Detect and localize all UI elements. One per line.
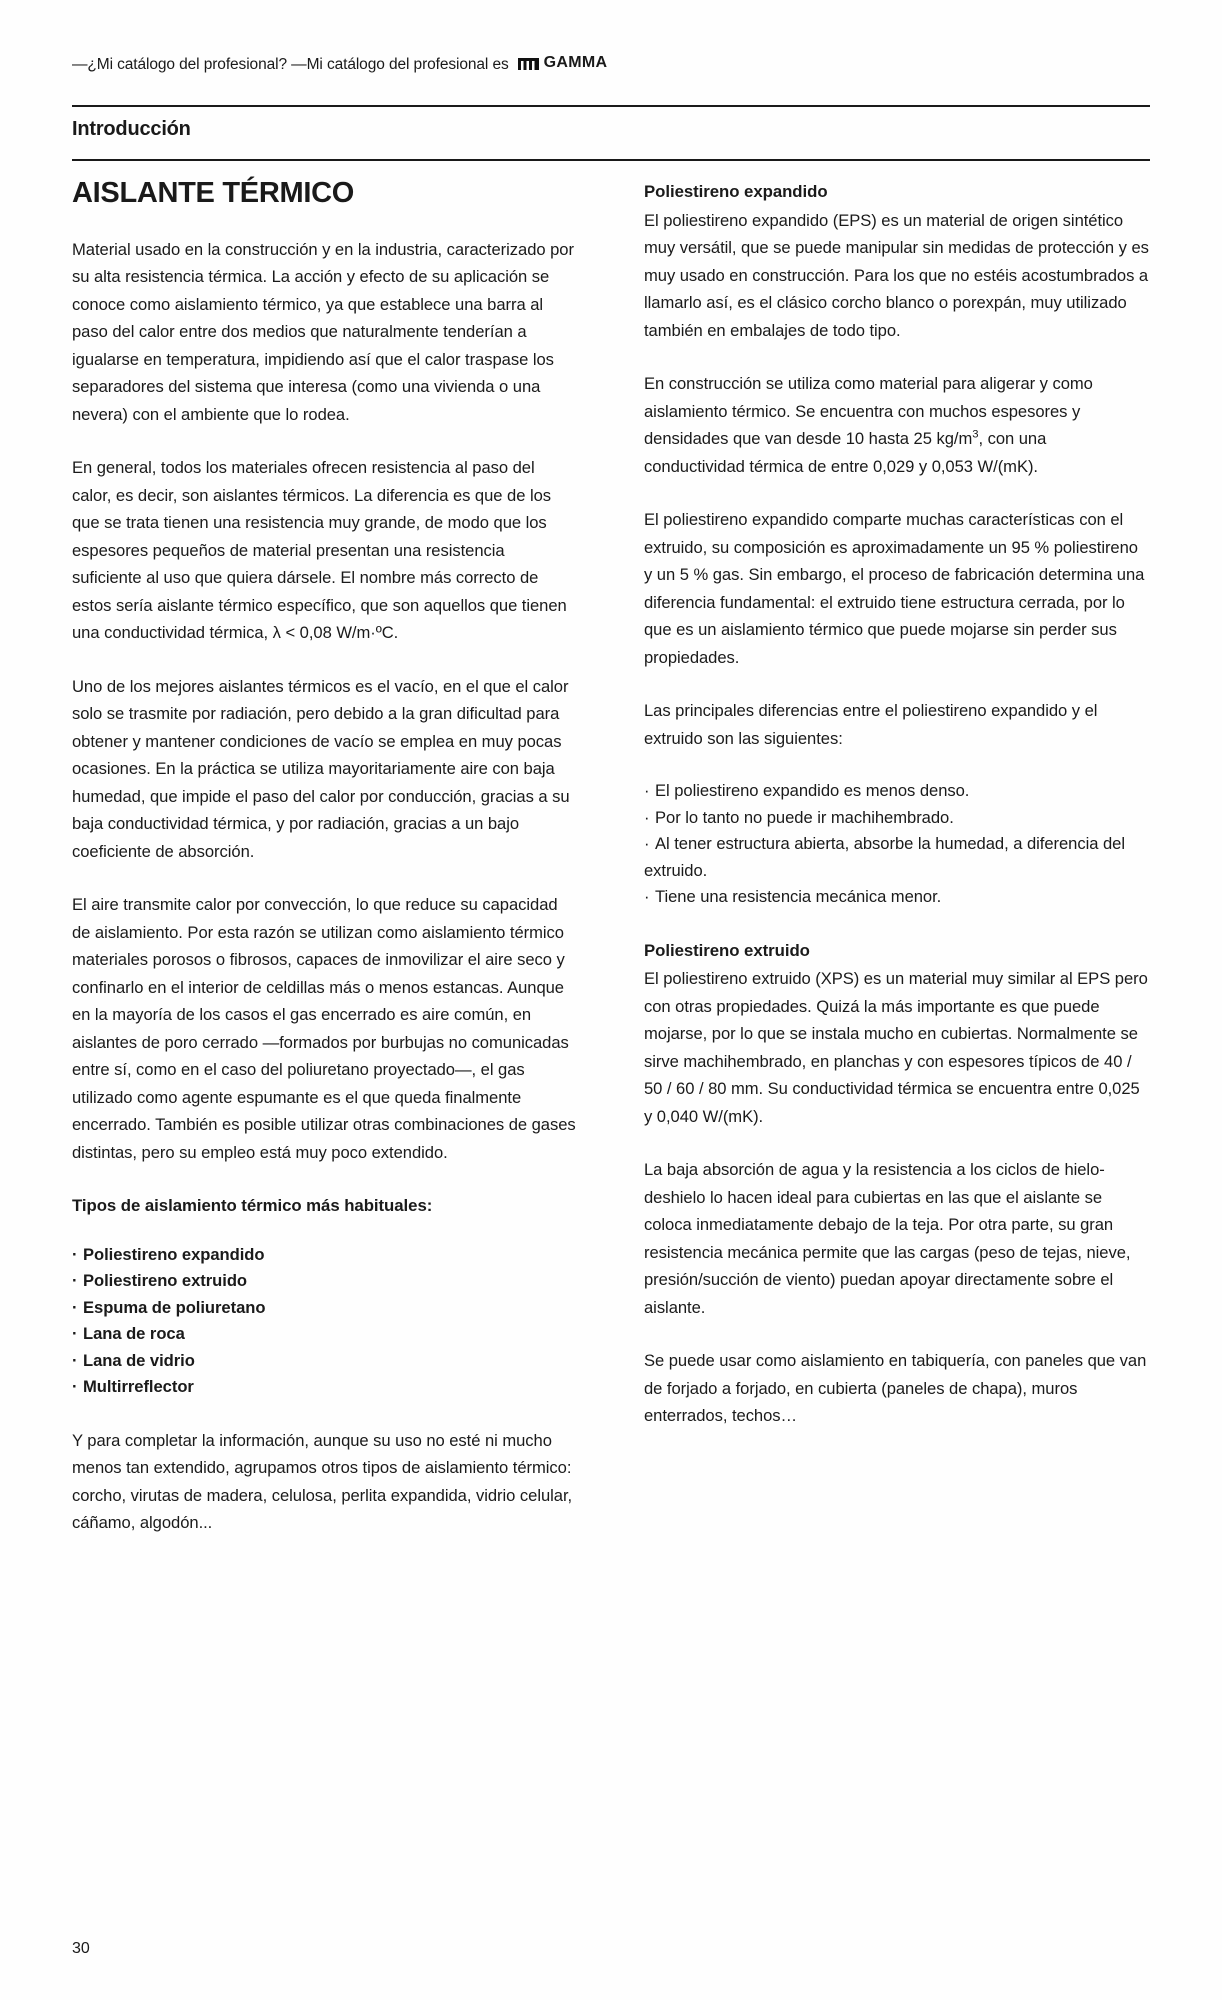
list-item <box>72 1242 578 1269</box>
superscript-exponent: 3 <box>972 428 979 441</box>
paragraph: Material usado en la construcción y en la industria, caracterizado por su alta resistencia térmica. La acción y efecto de su aplicación se conoce como aislamiento térmico, ya que establece una barra al paso del calor entre dos medios que naturalmente tenderían a igualarse en temperatura, impidiendo así que el calor traspase los separadores del sistema que interesa (como una vivienda o una nevera) con el ambiente que lo rodea. <box>72 239 574 424</box>
list-item <box>72 1348 578 1375</box>
list-item-label: Poliestireno expandido <box>83 1244 265 1264</box>
list-item-label: Tiene una resistencia mecánica menor. <box>655 887 942 906</box>
paragraph: Y para completar la información, aunque su uso no esté ni mucho menos tan extendido, agrupamos otros tipos de aislamiento térmico: corcho, virutas de madera, celulosa, perlita expandida, vidrio celular, cáñamo, algodón... <box>72 1430 573 1533</box>
list-item-label: Multirreflector <box>83 1377 194 1397</box>
list-item <box>72 1374 578 1401</box>
list-item-label: Al tener estructura abierta, absorbe la humedad, a diferencia del extruido. <box>644 834 1125 880</box>
header-divider-bottom <box>72 159 1150 161</box>
bullet-dot-icon: · <box>72 1244 78 1264</box>
paragraph-part: En construcción se utiliza como material para aligerar y como aislamiento térmico. Se encuentra con muchos espesores y densidades que van desde 10 hasta 25 kg/m <box>644 374 1093 448</box>
bullet-dot-icon: · <box>644 834 650 853</box>
bullet-dot-icon: · <box>72 1271 78 1291</box>
eps-xps-differences-list <box>644 778 1150 911</box>
xps-heading: Poliestireno extruido <box>644 940 810 960</box>
left-column <box>72 178 578 1537</box>
bullet-dot-icon: · <box>644 887 650 906</box>
list-item-label: Lana de roca <box>83 1324 185 1344</box>
gamma-brand <box>518 54 608 72</box>
bullet-dot-icon: · <box>72 1350 78 1370</box>
eps-heading: Poliestireno expandido <box>644 182 828 201</box>
two-column-body <box>72 178 1150 1537</box>
bullet-dot-icon: · <box>72 1377 78 1397</box>
paragraph: En general, todos los materiales ofrecen resistencia al paso del calor, es decir, son aislantes térmicos. La diferencia es que de los que se trata tienen una resistencia muy grande, de modo que los espesores pequeños de material presentan una resistencia suficiente al uso que quiera dársele. El nombre más correcto de estos sería aislante térmico específico, que son aquellos que tienen una conductividad térmica, λ < 0,08 W/m·ºC. <box>72 458 567 643</box>
paragraph: El aire transmite calor por convección, lo que reduce su capacidad de aislamiento. Por esta razón se utilizan como aislamiento térmico materiales porosos o fibrosos, capaces de inmovilizar el aire seco y confinarlo en el interior de celdillas más o menos estancas. Aunque en la mayoría de los casos el gas encerrado es aire común, en aislantes de poro cerrado —formados por burbujas no comunicadas entre sí, como en el caso del poliuretano proyectado—, el gas utilizado como agente espumante es el que queda finalmente encerrado. También es posible utilizar otras combinaciones de gases distintas, pero su empleo está muy poco extendido. <box>72 895 576 1162</box>
bullet-dot-icon: · <box>72 1297 78 1317</box>
paragraph: El poliestireno expandido (EPS) es un material de origen sintético muy versátil, que se puede manipular sin medidas de protección y es muy usado en construcción. Para los que no estéis acostumbrados a llamarlo así, es el clásico corcho blanco o porexpán, muy utilizado también en embalajes de todo tipo. <box>644 210 1149 340</box>
paragraph: El poliestireno expandido comparte muchas características con el extruido, su composición es aproximadamente un 95 % poliestireno y un 5 % gas. Sin embargo, el proceso de fabricación determina una diferencia fundamental: el extruido tiene estructura cerrada, por lo que es un aislamiento térmico que puede mojarse sin perder sus propiedades. <box>644 510 1145 667</box>
page-title: AISLANTE TÉRMICO <box>72 177 354 209</box>
paragraph: La baja absorción de agua y la resistencia a los ciclos de hielo-deshielo lo hacen ideal para cubiertas en las que el aislante se coloca inmediatamente debajo de la teja. Por otra parte, su gran resistencia mecánica permite que las cargas (peso de tejas, nieve, presión/succión de viento) puedan apoyar directamente sobre el aislante. <box>644 1160 1131 1317</box>
paragraph: Se puede usar como aislamiento en tabiquería, con paneles que van de forjado a forjado, en cubierta (paneles de chapa), muros enterrados, techos… <box>644 1351 1147 1425</box>
paragraph: Las principales diferencias entre el poliestireno expandido y el extruido son las siguientes: <box>644 701 1098 748</box>
header-divider-top <box>72 105 1150 107</box>
list-item <box>72 1321 578 1348</box>
insulation-types-list <box>72 1242 578 1401</box>
list-item <box>72 1295 578 1322</box>
list-item <box>644 831 1150 884</box>
paragraph <box>644 370 1150 480</box>
bullet-dot-icon: · <box>72 1324 78 1344</box>
insulation-types-heading: Tipos de aislamiento térmico más habituales: <box>72 1196 433 1216</box>
page-number: 30 <box>72 1940 90 1957</box>
list-item-label: Poliestireno extruido <box>83 1271 247 1291</box>
gamma-brand-name: GAMMA <box>543 54 608 71</box>
list-item <box>644 778 1150 805</box>
paragraph-part: , con una conductividad térmica de entre 0,029 y 0,053 W/(mK). <box>644 429 1047 476</box>
list-item-label: Por lo tanto no puede ir machihembrado. <box>655 807 954 827</box>
bullet-dot-icon: · <box>644 807 650 827</box>
list-item-label: Lana de vidrio <box>83 1350 195 1370</box>
bullet-dot-icon: · <box>644 781 650 800</box>
list-item <box>644 805 1150 832</box>
section-title: Introducción <box>72 118 191 140</box>
list-item-label: El poliestireno expandido es menos denso. <box>655 781 970 800</box>
gamma-bars-logo-icon <box>518 58 539 70</box>
list-item-label: Espuma de poliuretano <box>83 1297 266 1317</box>
list-item <box>72 1268 578 1295</box>
running-head <box>72 54 1150 74</box>
paragraph: Uno de los mejores aislantes térmicos es el vacío, en el que el calor solo se trasmite por radiación, pero debido a la gran dificultad para obtener y mantener condiciones de vacío se emplea en muy pocas ocasiones. En la práctica se utiliza mayoritariamente aire con baja humedad, que impide el paso del calor por conducción, gracias a su baja conductividad térmica, y por radiación, gracias a un bajo coeficiente de absorción. <box>72 676 570 861</box>
paragraph: El poliestireno extruido (XPS) es un material muy similar al EPS pero con otras propiedades. Quizá la más importante es que puede mojarse, por lo que se instala mucho en cubiertas. Normalmente se sirve machihembrado, en planchas y con espesores típicos de 40 / 50 / 60 / 80 mm. Su conductividad térmica se encuentra entre 0,025 y 0,040 W/(mK). <box>644 969 1148 1126</box>
right-column <box>644 178 1150 1537</box>
list-item <box>644 884 1150 911</box>
running-head-text: —¿Mi catálogo del profesional? —Mi catálogo del profesional es <box>72 56 509 73</box>
